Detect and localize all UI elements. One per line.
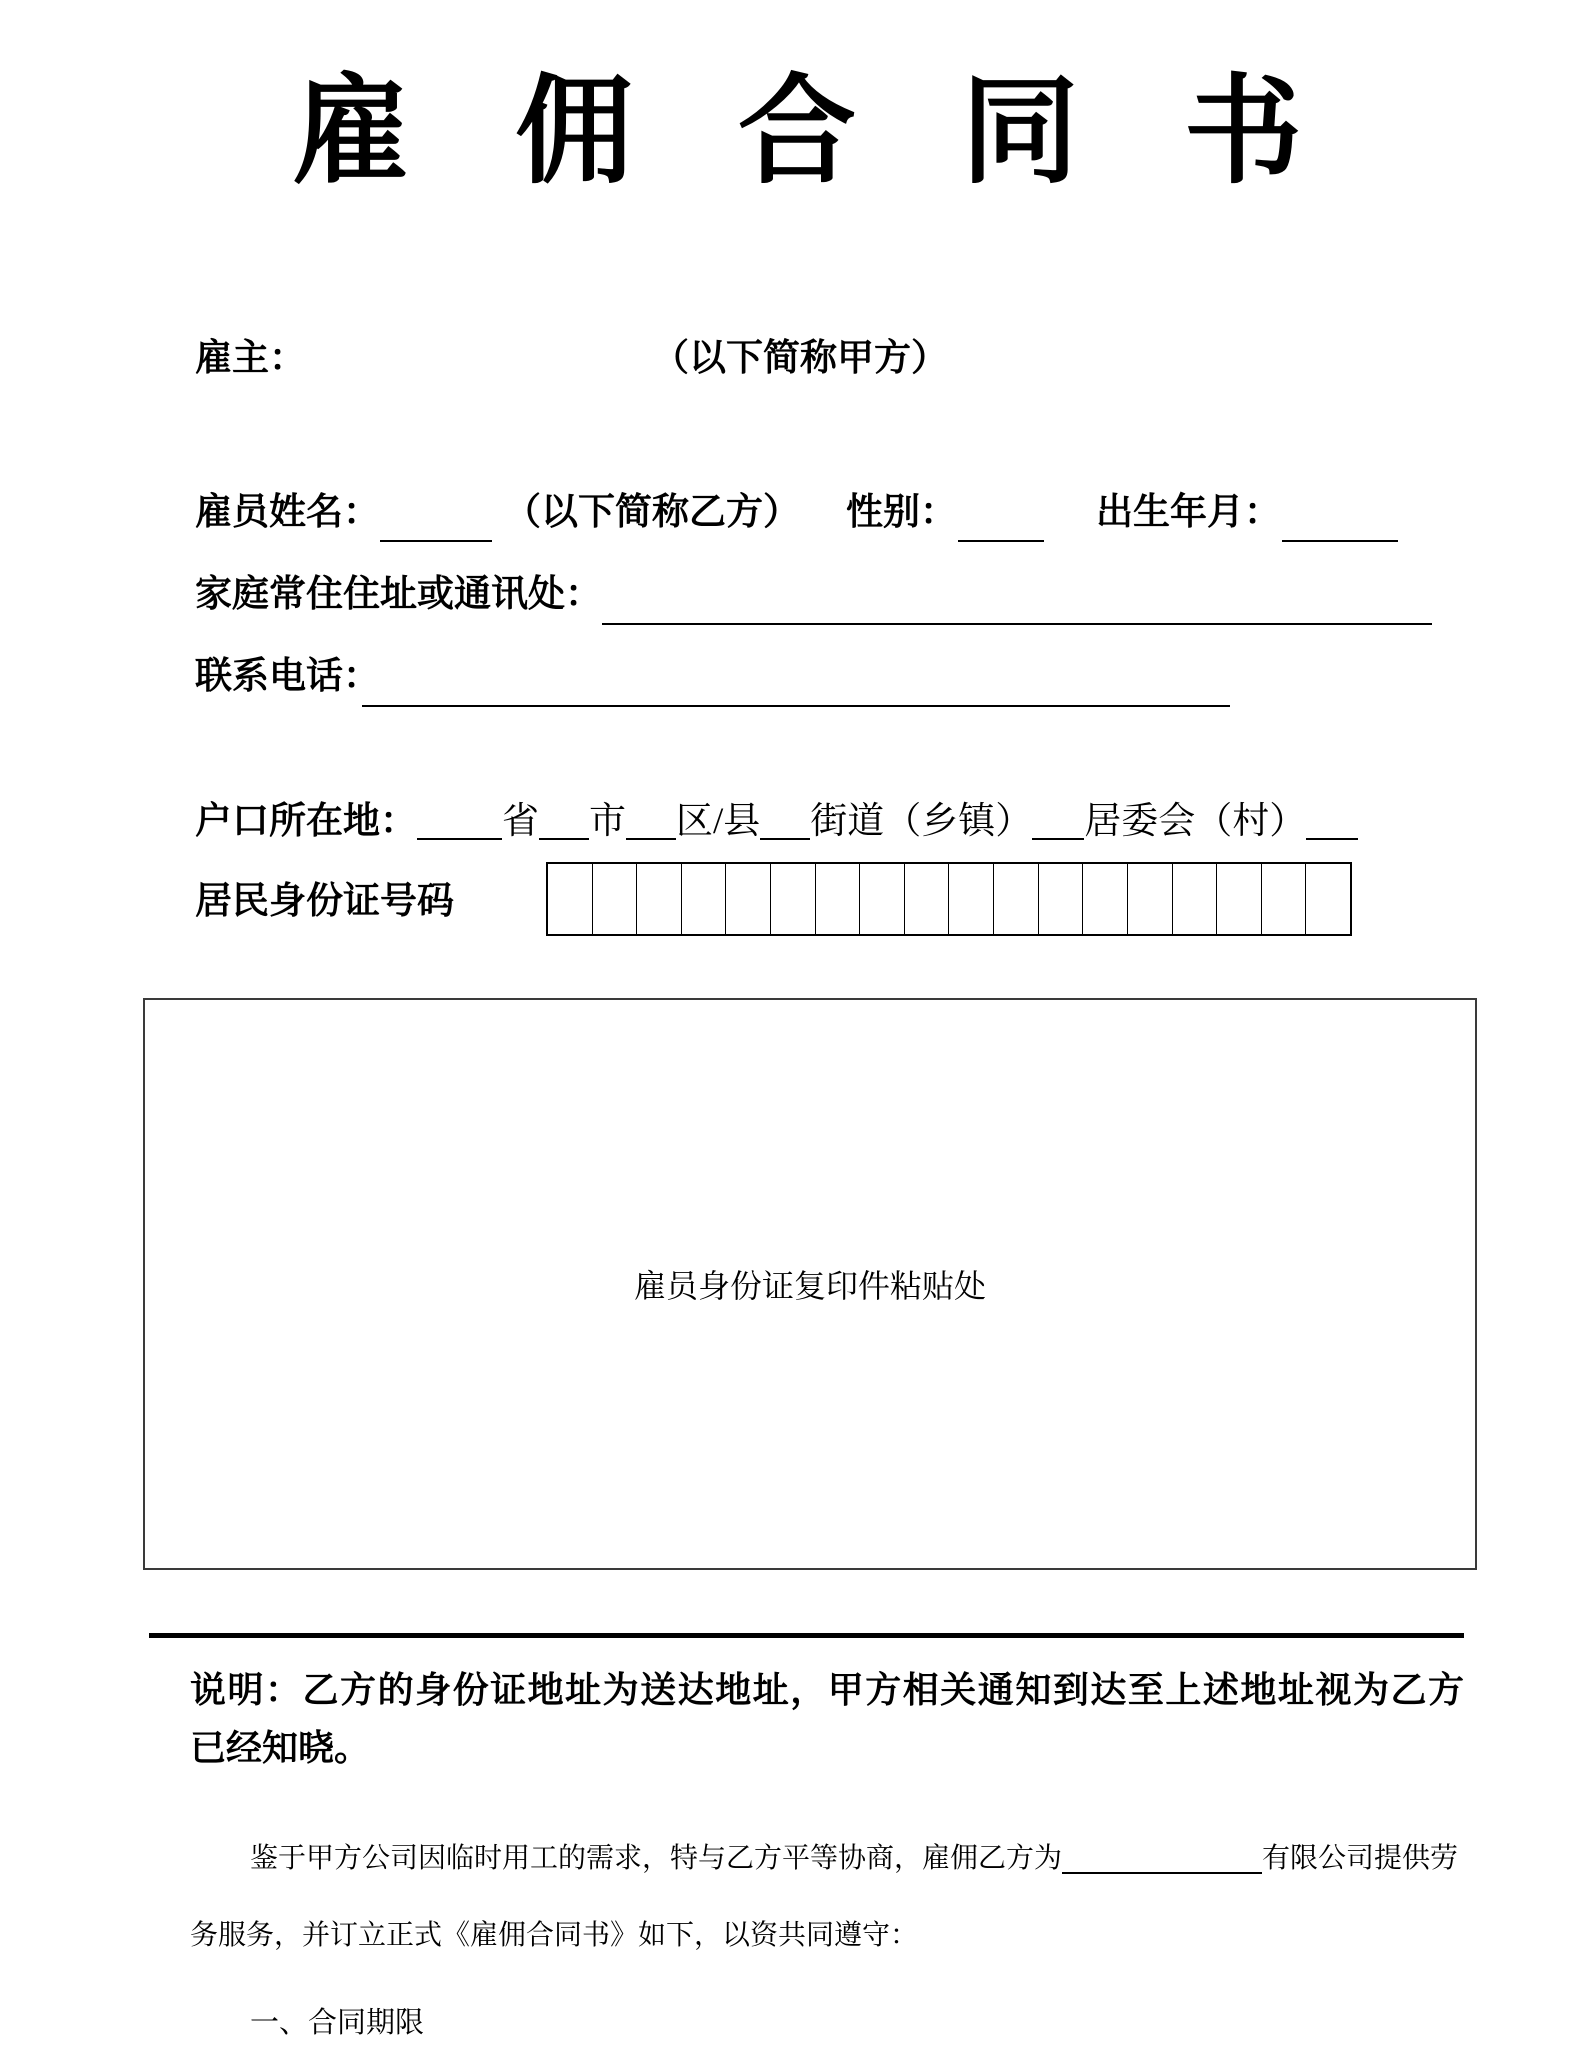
street-label: 街道（乡镇） bbox=[810, 801, 1033, 842]
id-digit-cell bbox=[1128, 864, 1173, 934]
employer-label: 雇主： bbox=[195, 338, 306, 379]
section-divider bbox=[149, 1633, 1464, 1638]
preamble-line2: 务服务，并订立正式《雇佣合同书》如下，以资共同遵守： bbox=[190, 1920, 919, 1951]
id-digit-cell bbox=[994, 864, 1039, 934]
province-label: 省 bbox=[502, 801, 539, 842]
section-one-heading: 一、合同期限 bbox=[250, 2007, 425, 2039]
city-label: 市 bbox=[589, 801, 626, 842]
committee-label: 居委会（村） bbox=[1084, 801, 1307, 842]
preamble-line1-text: 鉴于甲方公司因临时用工的需求，特与乙方平等协商，雇佣乙方为 bbox=[250, 1843, 1063, 1874]
hukou-province-blank bbox=[417, 801, 502, 840]
id-copy-paste-box bbox=[143, 998, 1477, 1570]
id-digit-cell bbox=[1306, 864, 1350, 934]
id-digit-cell bbox=[726, 864, 771, 934]
id-number-label: 居民身份证号码 bbox=[195, 881, 454, 922]
gender-label: 性别： bbox=[846, 492, 957, 533]
id-digit-cell bbox=[1217, 864, 1262, 934]
party-b-note: （以下简称乙方） bbox=[504, 492, 800, 533]
home-address-label: 家庭常住住址或通讯处： bbox=[195, 574, 602, 615]
preamble-line1 bbox=[250, 1844, 1458, 1873]
home-address-blank bbox=[602, 574, 1432, 625]
id-digit-cell bbox=[949, 864, 994, 934]
id-digit-cell bbox=[1262, 864, 1307, 934]
employee-name-blank bbox=[380, 494, 492, 542]
hukou-city-blank bbox=[539, 801, 589, 840]
district-label: 区/县 bbox=[676, 801, 761, 842]
delivery-note-line1: 说明：乙方的身份证地址为送达地址，甲方相关通知到达至上述地址视为乙方 bbox=[190, 1670, 1464, 1710]
id-digit-cell bbox=[860, 864, 905, 934]
birth-date-label: 出生年月： bbox=[1096, 492, 1281, 533]
party-a-note: （以下简称甲方） bbox=[652, 338, 948, 379]
employee-name-label: 雇员姓名： bbox=[195, 492, 380, 533]
id-digit-cell bbox=[548, 864, 593, 934]
hukou-street-blank bbox=[760, 801, 810, 840]
birth-date-blank bbox=[1282, 494, 1398, 542]
phone-label: 联系电话： bbox=[195, 656, 380, 697]
id-digit-cell bbox=[1173, 864, 1218, 934]
id-digit-cell bbox=[816, 864, 861, 934]
preamble-line1-suffix: 有限公司提供劳 bbox=[1262, 1843, 1459, 1874]
hukou-district-blank bbox=[626, 801, 676, 840]
delivery-note-line2: 已经知晓。 bbox=[190, 1728, 371, 1768]
id-digit-cell bbox=[1083, 864, 1128, 934]
page-title: 雇佣合同书 bbox=[292, 67, 1408, 198]
phone-blank bbox=[362, 656, 1230, 707]
id-number-grid bbox=[546, 862, 1352, 936]
paste-box-label: 雇员身份证复印件粘贴处 bbox=[633, 1268, 986, 1304]
id-digit-cell bbox=[1039, 864, 1084, 934]
hukou-committee-blank bbox=[1032, 801, 1084, 840]
id-digit-cell bbox=[682, 864, 727, 934]
gender-blank bbox=[958, 494, 1044, 542]
hukou-village-blank bbox=[1306, 801, 1358, 840]
id-digit-cell bbox=[637, 864, 682, 934]
company-name-blank bbox=[1062, 1844, 1262, 1874]
id-digit-cell bbox=[593, 864, 638, 934]
hukou-label: 户口所在地： bbox=[195, 801, 417, 842]
id-digit-cell bbox=[771, 864, 816, 934]
hukou-line bbox=[195, 801, 1358, 840]
id-digit-cell bbox=[905, 864, 950, 934]
